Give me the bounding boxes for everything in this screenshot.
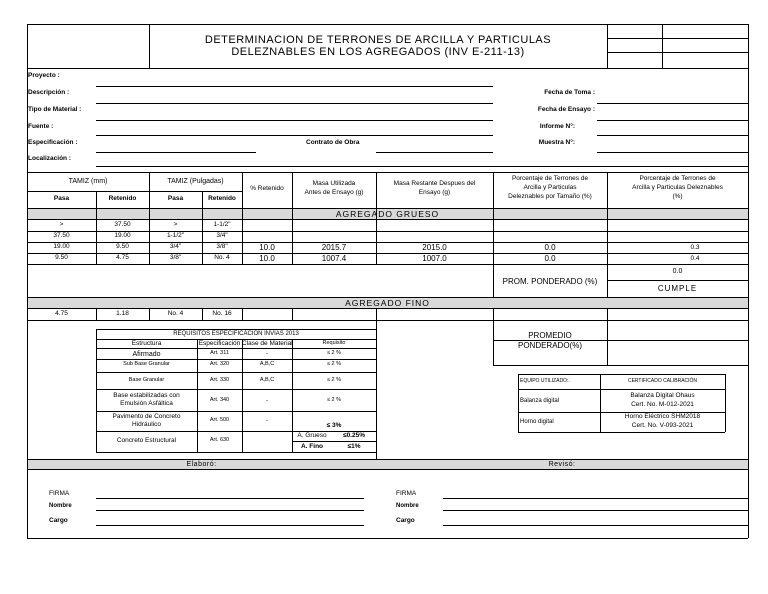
header-pct-tamano-1: Porcentaje de Terrones de [511, 175, 589, 182]
req-espec: Art. 311 [210, 350, 229, 356]
req-estructura: Concreto Estructural [116, 437, 177, 444]
req-requisito: ≤ 3% [326, 422, 342, 429]
label-descripcion: Descripción : [28, 89, 70, 96]
label-localizacion: Localización : [28, 155, 71, 162]
req-requisito: ≤ 2 % [326, 361, 342, 367]
cell-masa-final: 1007.0 [422, 254, 447, 263]
requisitos-title: REQUISITOS ESPECIFICACIÓN INVIAS 2013 [173, 331, 299, 337]
cell-retenido-in: 3/8" [216, 243, 228, 250]
req-espec: Art. 320 [209, 361, 230, 367]
header-tamiz-pulg: TAMIZ (Pulgadas) [167, 178, 224, 185]
header-pct-tamano-2: Arcilla y Particulas [523, 184, 577, 191]
cargo-label-right: Cargo [396, 517, 415, 524]
cell-pct-retenido: 10.0 [259, 254, 275, 263]
fino-promedio-label-2: PONDERADO(%) [517, 341, 582, 350]
cert-line-2: Cert. No. M-012-2021 [631, 401, 694, 408]
req-estructura: Base Granular [128, 377, 165, 383]
req-espec: Art. 500 [209, 417, 230, 423]
req-header-clase: Clase de Material [242, 340, 293, 347]
header-pct-retenido: % Retenido [250, 185, 284, 192]
req-espec: Art. 340 [209, 397, 230, 403]
req-requisito-2: ≤1% [347, 443, 361, 450]
cell-retenido: 4.75 [116, 254, 129, 261]
equipo-name: Horno digital [520, 419, 554, 425]
cell-pct-tamano: 0.0 [544, 254, 556, 263]
cert-line-2: Cert. No. V-093-2021 [631, 422, 694, 429]
req-estructura: Pavimento de Concreto Hidráulico [112, 413, 181, 428]
nombre-label-right: Nombre [396, 503, 419, 509]
header-pct-total-3: (%) [672, 193, 683, 200]
cert-line-1: Balanza Digital Ohaus [630, 392, 695, 399]
prom-ponderado-label: PROM. PONDERADO (%) [502, 277, 598, 286]
header-masa-utilizada-1: Masa Utilizada [312, 180, 356, 187]
cell-masa-inicial: 1007.4 [321, 254, 347, 263]
req-espec: Art. 630 [209, 437, 230, 443]
nombre-label-left: Nombre [49, 503, 72, 509]
cell-pct-tamano: 0.0 [544, 243, 556, 252]
req-estructura: Afirmado [132, 351, 161, 358]
cell-retenido: 37.50 [114, 221, 131, 228]
cell-retenido: 19.00 [114, 232, 131, 239]
req-clase: A,B,C [259, 377, 275, 383]
req-requisito: ≤ 2 % [326, 350, 342, 356]
req-header-especificacion: Especificación [198, 340, 241, 347]
cell-retenido: 1.18 [116, 310, 129, 317]
req-requisito: ≤ 2 % [326, 377, 342, 383]
cell-retenido-in: 1-1/2" [213, 221, 231, 228]
req-clase: - [266, 351, 268, 357]
label-tipo-material: Tipo de Material : [28, 106, 82, 113]
header-tamiz-mm: TAMIZ (mm) [68, 178, 108, 185]
cell-pasa: 4.75 [55, 310, 68, 317]
cell-pasa-in: 3/8" [169, 254, 182, 261]
req-requisito: ≤0.25% [343, 432, 365, 439]
req-clase: - [266, 398, 268, 404]
cert-line-1: Horno Eléctrico SHM2018 [624, 413, 701, 420]
header-masa-utilizada-2: Antes de Ensayo (g) [304, 189, 364, 196]
section-agregado-fino: AGREGADO FINO [345, 298, 430, 308]
req-clase: - [266, 418, 268, 424]
cell-pct-retenido: 10.0 [259, 243, 275, 252]
cell-retenido-in: No. 16 [212, 310, 232, 317]
label-proyecto: Proyecto : [28, 72, 60, 79]
title-line-1: DETERMINACION DE TERRONES DE ARCILLA Y PARTICULAS [204, 34, 552, 46]
cell-retenido-in: 3/4" [216, 232, 228, 239]
cell-masa-final: 2015.0 [422, 243, 447, 252]
certificado-header: CERTIFICADO CALIBRACIÓN [627, 378, 698, 384]
cell-pasa-in: No. 4 [167, 310, 184, 317]
label-fecha-toma: Fecha de Toma : [544, 89, 595, 96]
equipo-name: Balanza digital [520, 398, 560, 404]
reviso-label: Revisó: [548, 461, 576, 468]
cell-pasa: > [59, 221, 64, 228]
cell-pasa: 9.50 [55, 254, 68, 261]
header-masa-restante-2: Ensayo (g) [418, 189, 451, 196]
cell-pasa: 19.00 [53, 243, 70, 250]
cell-pct-total: 0.3 [690, 244, 700, 251]
req-espec: Art. 330 [209, 377, 230, 383]
header-pct-total-1: Porcentaje de Terrones de [639, 175, 716, 182]
header-pasa-mm: Pasa [53, 195, 70, 202]
req-clase: A,B,C [259, 361, 275, 367]
header-pasa-pulg: Pasa [167, 195, 184, 202]
req-header-requisito: Requisito [322, 340, 346, 346]
firma-label-left: FIRMA [49, 490, 70, 497]
header-pct-total-2: Arcilla y Particulas Deleznables [632, 184, 723, 191]
cell-retenido: 9.50 [116, 243, 129, 250]
req-header-estructura: Estructura [131, 340, 162, 347]
header-pct-tamano-3: Deleznables por Tamaño (%) [508, 193, 592, 200]
cell-pasa: 37.50 [53, 232, 70, 239]
header-masa-restante-1: Masa Restante Despues del [393, 180, 476, 187]
prom-ponderado-value: 0.0 [672, 268, 683, 275]
cell-pct-total: 0.4 [690, 255, 700, 262]
req-estructura: Sub Base Granular [123, 361, 170, 367]
cell-pasa-in: 1-1/2" [166, 232, 185, 239]
req-estructura: Base estabilizadas con Emulsión Asfáltica [113, 392, 180, 407]
cargo-label-left: Cargo [49, 517, 68, 524]
cell-masa-inicial: 2015.7 [321, 243, 347, 252]
cell-pasa-in: > [173, 221, 178, 228]
cumple-status: CUMPLE [657, 284, 698, 293]
req-clase-2: A. Fino [300, 443, 324, 450]
fino-promedio-label-1: PROMEDIO [528, 331, 572, 340]
req-requisito: ≤ 2 % [326, 397, 342, 403]
equipos-header: EQUIPO UTILIZADO:. [520, 378, 570, 384]
label-muestra: Muestra N°: [538, 139, 575, 146]
label-especificacion: Especificación : [28, 139, 78, 146]
cell-pasa-in: 3/4" [169, 243, 182, 250]
label-fecha-ensayo: Fecha de Ensayo : [537, 106, 595, 113]
title-line-2: DELEZNABLES EN LOS AGREGADOS (INV E-211-13) [231, 46, 525, 58]
elaboro-label: Elaboró: [186, 461, 217, 468]
firma-label-right: FIRMA [396, 490, 417, 497]
header-retenido-pulg: Retenido [208, 195, 236, 202]
label-informe: Informe N°: [539, 123, 575, 130]
label-contrato: Contrato de Obra [306, 139, 360, 146]
label-fuente: Fuente : [28, 123, 54, 130]
section-agregado-grueso: AGREGADO GRUESO [335, 209, 440, 219]
req-clase: A. Grueso [297, 432, 327, 439]
header-retenido-mm: Retenido [108, 195, 137, 202]
cell-retenido-in: No. 4 [214, 254, 230, 261]
